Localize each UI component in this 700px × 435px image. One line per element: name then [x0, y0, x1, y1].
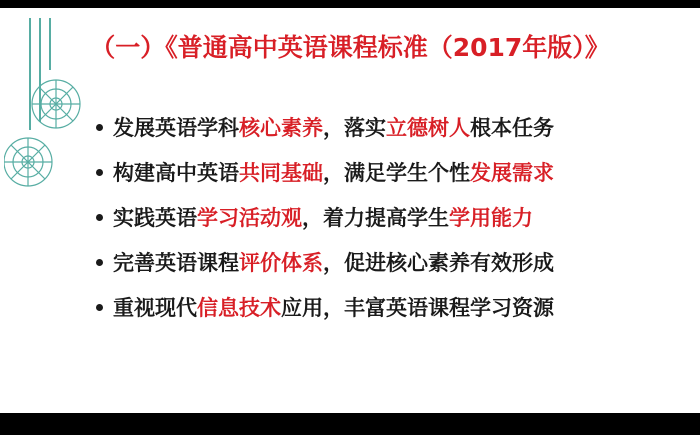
list-item: [96, 298, 686, 319]
bullet-segment-highlight: 评价体系: [239, 251, 323, 275]
letterbox-bottom: [0, 413, 700, 435]
bullet-segment: ，促进核心素养有效形成: [323, 251, 554, 275]
letterbox-top: [0, 0, 700, 8]
bullet-segment: ，落实: [323, 116, 386, 140]
bullet-dot-icon: [96, 259, 103, 266]
bullet-dot-icon: [96, 304, 103, 311]
list-item: [96, 208, 686, 229]
bullet-segment: 重视现代: [113, 296, 197, 320]
bullet-segment: ，满足学生个性: [323, 161, 470, 185]
bullet-dot-icon: [96, 124, 103, 131]
list-item: [96, 118, 686, 139]
list-item: [96, 163, 686, 184]
slide-title: （一）《普通高中英语课程标准（2017年版）》: [90, 33, 610, 62]
bullet-segment-highlight: 立德树人: [386, 116, 470, 140]
bullet-segment-highlight: 学习活动观: [197, 206, 302, 230]
bullet-segment-highlight: 共同基础: [239, 161, 323, 185]
bullet-segment: 应用，丰富英语课程学习资源: [281, 296, 554, 320]
bullet-segment-highlight: 信息技术: [197, 296, 281, 320]
bullet-dot-icon: [96, 169, 103, 176]
bullet-segment: 根本任务: [470, 116, 554, 140]
bullet-segment-highlight: 学用能力: [449, 206, 533, 230]
bullet-segment: 完善英语课程: [113, 251, 239, 275]
list-item: [96, 253, 686, 274]
bullet-segment: 发展英语学科: [113, 116, 239, 140]
bullet-segment: ，着力提高学生: [302, 206, 449, 230]
bullet-segment: 实践英语: [113, 206, 197, 230]
bullet-segment: 构建高中英语: [113, 161, 239, 185]
bullet-dot-icon: [96, 214, 103, 221]
bullet-segment-highlight: 发展需求: [470, 161, 554, 185]
bullet-segment-highlight: 核心素养: [239, 116, 323, 140]
bullet-list: [96, 118, 686, 343]
